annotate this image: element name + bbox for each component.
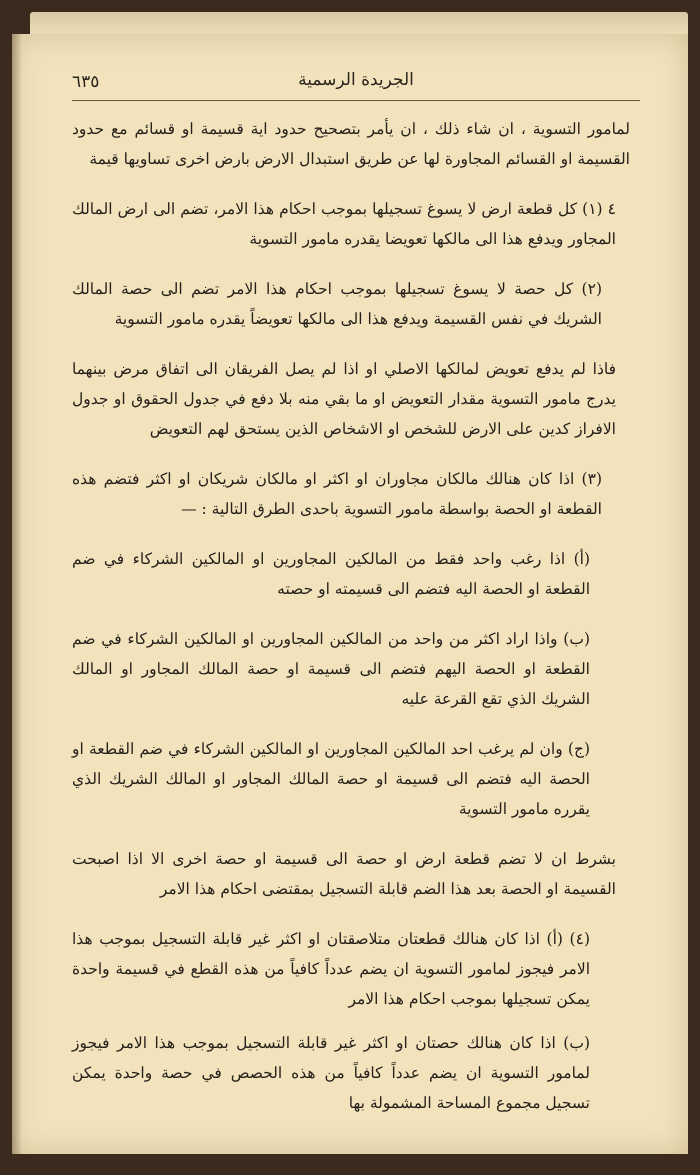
page-number: ٦٣٥ <box>72 72 100 92</box>
paragraph-4-3: (٣) اذا كان هنالك مالكان مجاوران او اكثر او مالكان شريكان او اكثر فتضم هذه القطعة او الحصة بواسطة مامور التسوية باحدى الطرق التالية : — <box>72 470 602 518</box>
paragraph-4-3-b: (ب) واذا اراد اكثر من واحد من المالكين المجاورين او المالكين الشركاء في ضم القطعة او الحصة اليهم فتضم الى قسيمة او حصة المالك المجاور او المالك الشريك الذي تقع القرعة عليه <box>72 630 590 708</box>
paragraph-4-3-c: (ج) وان لم يرغب احد المالكين المجاورين او المالكين الشركاء في ضم القطعة او الحصة اليه فتضم الى قسيمة او حصة المالك المجاور او المالك الشريك الذي يقرره مامور التسوية <box>72 740 590 818</box>
page-binding-shadow <box>12 34 22 1154</box>
document-body <box>72 114 630 1138</box>
paragraph-4-1: ٤ (١) كل قطعة ارض لا يسوغ تسجيلها بموجب احكام هذا الامر، تضم الى ارض المالك المجاور ويدفع هذا الى مالكها تعويضا يقدره مامور التسوية <box>72 200 616 248</box>
paragraph-compensation: فاذا لم يدفع تعويض لمالكها الاصلي او اذا لم يصل الفريقان الى اتفاق مرض بينهما يدرج مامور التسوية مقدار التعويض او ما بقي منه بلا دفع في جدول الحقوق او جدول الافراز كدين على الارض للشخص او الاشخاص الذين يستحق لهم التعويض <box>72 360 616 438</box>
paragraph-intro: لمامور التسوية ، ان شاء ذلك ، ان يأمر بتصحيح حدود اية قسيمة او قسائم مع حدود القسيمة او القسائم المجاورة لها عن طريق استبدال الارض بارض اخرى تساويها قيمة <box>72 120 630 168</box>
document-page <box>12 34 688 1154</box>
page-header <box>72 70 640 101</box>
paragraph-proviso: بشرط ان لا تضم قطعة ارض او حصة الى قسيمة او حصة اخرى الا اذا اصبحت القسيمة او الحصة بعد هذا الضم قابلة التسجيل بمقتضى احكام هذا الامر <box>72 850 616 898</box>
paragraph-4-3-a: (أ) اذا رغب واحد فقط من المالكين المجاورين او المالكين الشركاء في ضم القطعة او الحصة اليه فتضم الى قسيمته او حصته <box>72 550 590 598</box>
paragraph-4-4-b: (ب) اذا كان هنالك حصتان او اكثر غير قابلة التسجيل بموجب هذا الامر فيجوز لمامور التسوية ان يضم عدداً كافياً من هذه الحصص في حصة واحدة يمكن تسجيل مجموع المساحة المشمولة بها <box>72 1034 590 1112</box>
journal-title: الجريدة الرسمية <box>298 70 414 90</box>
paragraph-4-2: (٢) كل حصة لا يسوغ تسجيلها بموجب احكام هذا الامر تضم الى حصة المالك الشريك في نفس القسيمة ويدفع هذا الى مالكها تعويضاً يقدره مامور التسوية <box>72 280 602 328</box>
paragraph-4-4-a: (٤) (أ) اذا كان هنالك قطعتان متلاصقتان او اكثر غير قابلة التسجيل بموجب هذا الامر فيجوز لمامور التسوية ان يضم عدداً كافياً من هذه القطع في قسيمة واحدة يمكن تسجيلها بموجب احكام هذا الامر <box>72 930 590 1008</box>
